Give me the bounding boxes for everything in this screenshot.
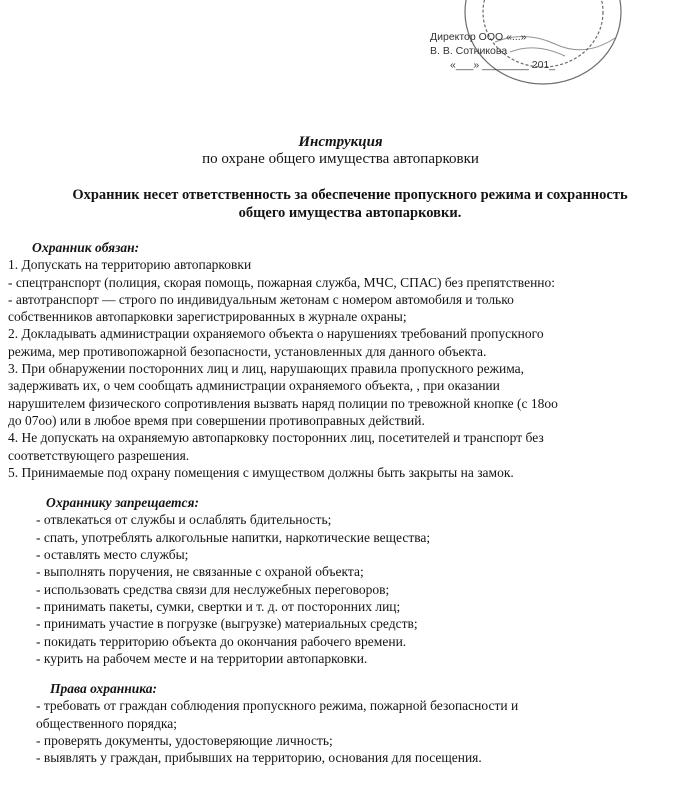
duty-line: - автотранспорт — строго по индивидуальным жетонам с номером автомобиля и только [8, 291, 514, 307]
prohibited-item: - принимать участие в погрузке (выгрузке) материальных средств; [36, 616, 418, 632]
prohibited-item: - отвлекаться от службы и ослаблять бдительность; [36, 512, 332, 528]
responsibility-line-1: Охранник несет ответственность за обеспечение пропускного режима и сохранность [72, 187, 628, 203]
prohibited-heading: Охраннику запрещается: [46, 495, 199, 511]
prohibited-item: - использовать средства связи для неслужебных переговоров; [36, 581, 390, 597]
duty-line: нарушителем физического сопротивления вызвать наряд полиции по тревожной кнопке (с 18оо [8, 395, 558, 411]
approval-line-1: Директор ООО «...» [430, 31, 527, 43]
prohibited-item: - принимать пакеты, сумки, свертки и т. д. от посторонних лиц; [36, 598, 401, 614]
prohibited-item: - оставлять место службы; [36, 547, 189, 563]
duty-line: собственников автопарковки зарегистрированных в журнале охраны; [8, 309, 407, 325]
responsibility-line-2: общего имущества автопарковки. [238, 205, 462, 221]
duty-line: - спецтранспорт (полиция, скорая помощь, пожарная служба, МЧС, СПАС) без препятственно: [8, 274, 556, 290]
rights-heading: Права охранника: [50, 681, 158, 697]
approval-line-3: «___» ________ 201_ [450, 59, 556, 71]
duties-heading: Охранник обязан: [32, 240, 140, 255]
duty-line: задерживать их, о чем сообщать администрации охраняемого объекта, , при оказании [8, 378, 500, 394]
duty-line: 4. Не допускать на охраняемую автопарковку посторонних лиц, посетителей и транспорт без [8, 430, 544, 446]
document-title: Инструкция [298, 134, 383, 150]
duty-line: до 07оо) или в любое время при совершении противоправных действий. [8, 412, 425, 428]
approval-line-2: В. В. Сотникова [430, 45, 508, 57]
duty-line: 1. Допускать на территорию автопарковки [8, 257, 252, 273]
responsibility-statement [20, 186, 680, 222]
duty-line: 2. Докладывать администрации охраняемого объекта о нарушениях требований пропускного [8, 326, 544, 342]
document-body [8, 239, 668, 767]
rights-item: общественного порядка; [36, 715, 177, 731]
prohibited-item: - покидать территорию объекта до окончания рабочего времени. [36, 633, 407, 649]
prohibited-item: - курить на рабочем месте и на территории автопарковки. [36, 650, 368, 666]
duty-line: режима, мер противопожарной безопасности, установленных для данного объекта. [8, 343, 487, 359]
document-subtitle: по охране общего имущества автопарковки [202, 151, 479, 167]
duty-line: соответствующего разрешения. [8, 447, 190, 463]
rights-item: - выявлять у граждан, прибывших на территорию, основания для посещения. [36, 750, 482, 766]
duty-line: 3. При обнаружении посторонних лиц и лиц, нарушающих правила пропускного режима, [8, 361, 525, 377]
prohibited-item: - спать, употреблять алкогольные напитки, наркотические вещества; [36, 529, 431, 545]
duty-line: 5. Принимаемые под охрану помещения с имуществом должны быть закрыты на замок. [8, 464, 514, 480]
approval-block [430, 30, 680, 72]
rights-item: - проверять документы, удостоверяющие личность; [36, 733, 333, 749]
prohibited-item: - выполнять поручения, не связанные с охраной объекта; [36, 564, 364, 580]
rights-item: - требовать от граждан соблюдения пропускного режима, пожарной безопасности и [36, 698, 519, 714]
